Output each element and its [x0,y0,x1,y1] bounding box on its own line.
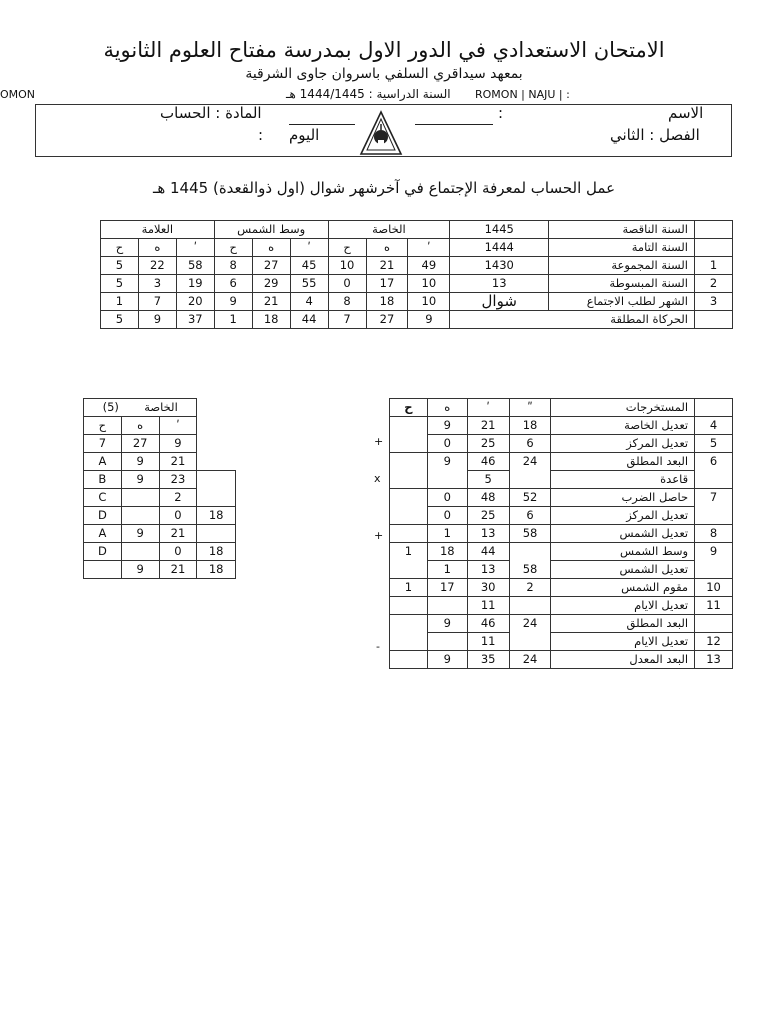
unit-header: ح [390,399,428,417]
table-row: C 2 [84,489,236,507]
summary-table [100,220,733,329]
row-number: 9 [695,543,733,561]
table-row: D 0 18 [84,543,236,561]
row-label: السنة المبسوطة [549,275,695,293]
unit-header: ʹ [408,239,450,257]
day-label: اليوم [289,126,320,144]
row-label: وسط الشمس [551,543,695,561]
table-row [84,417,236,435]
name-blank [415,124,493,125]
table-row: 9 35 24 البعد المعدل 13 [390,651,733,669]
year-cell: 13 [450,275,549,293]
row-label: السنة المجموعة [549,257,695,275]
row-number: 6 [695,453,733,471]
page-title: الامتحان الاستعدادي في الدور الاول بمدرسة مفتاح العلوم الثانوية [103,38,665,62]
row-label: تعديل المركز [551,435,695,453]
row-number [695,239,733,257]
header-khassah: الخاصة [328,221,450,239]
table-row: 5 9 37 1 18 44 7 27 9 الحركاة المطلقة [101,311,733,329]
row-label: تعديل المركز [551,507,695,525]
year-cell: 1445 [450,221,549,239]
khassah-table [83,398,236,579]
table-row: 9 46 24 البعد المطلق [390,615,733,633]
table-row: 9 21 18 [84,561,236,579]
table-row: 5 قاعدة [390,471,733,489]
table-row: 9 21 18 تعديل الخاصة 4 [390,417,733,435]
header-wasat: وسط الشمس [214,221,328,239]
times-operator: x [374,472,381,485]
table-row: 1 17 30 2 مقوم الشمس 10 [390,579,733,597]
unit-header: ʹ [290,239,328,257]
results-table [389,398,733,669]
table-row: 1 7 20 9 21 4 8 18 10 شوال الشهر لطلب الاجتماع 3 [101,293,733,311]
table-row [101,221,733,239]
unit-header: ه [427,399,467,417]
unit-header: ح [101,239,139,257]
table-row: 9 46 24 البعد المطلق 6 [390,453,733,471]
year-cell: 1444 [450,239,549,257]
row-label: الحركاة المطلقة [450,311,695,329]
table-row: 11 تعديل الايام 12 [390,633,733,651]
unit-header: ه [138,239,176,257]
table-row: 11 تعديل الايام 11 [390,597,733,615]
table-row: D 0 18 [84,507,236,525]
row-label: تعديل الشمس [551,561,695,579]
row-number: 5 [695,435,733,453]
calculation-heading: عمل الحساب لمعرفة الإجتماع في آخرشهر شوال (اول ذوالقعدة) 1445 هـ [152,179,616,197]
row-number: 13 [695,651,733,669]
year-cell: 1430 [450,257,549,275]
row-number [695,311,733,329]
table-row: 5 22 58 8 27 45 10 21 49 1430 السنة المجموعة 1 [101,257,733,275]
table-row: 1 13 58 تعديل الشمس [390,561,733,579]
minus-operator: - [376,640,380,653]
table-row: 5 3 19 6 29 55 0 17 10 13 السنة المبسوطة 2 [101,275,733,293]
khassah-number: (5) [102,400,119,414]
row-label: السنة الناقصة [549,221,695,239]
unit-header: ه [121,417,159,435]
left-code: OMON [0,88,36,101]
row-number: 4 [695,417,733,435]
row-number [695,221,733,239]
plus-operator: + [374,435,384,448]
row-label: السنة التامة [549,239,695,257]
row-label: تعديل الشمس [551,525,695,543]
row-label: البعد المطلق [551,615,695,633]
unit-header: ح [84,417,122,435]
row-label: تعديل الايام [551,597,695,615]
table-row [84,399,236,417]
unit-header: ح [214,239,252,257]
row-number: 11 [695,597,733,615]
table-row [101,239,733,257]
table-row: 0 48 52 حاصل الضرب 7 [390,489,733,507]
unit-header: ʹ [159,417,197,435]
row-label: البعد المطلق [551,453,695,471]
row-number: 3 [695,293,733,311]
table-row [390,399,733,417]
row-label: حاصل الضرب [551,489,695,507]
page-subtitle: بمعهد سيداقري السلفي باسروان جاوى الشرقية [245,66,523,82]
row-number: 10 [695,579,733,597]
row-label: البعد المعدل [551,651,695,669]
table-row: 7 27 9 [84,435,236,453]
row-label: تعديل الخاصة [551,417,695,435]
header-alamah: العلامة [101,221,215,239]
class-label: الفصل : الثاني [610,126,700,144]
row-number: 7 [695,489,733,507]
unit-header: ʹ [176,239,214,257]
unit-header: ʺ [509,399,551,417]
unit-header: ʹ [467,399,509,417]
results-header: المستخرجات [551,399,695,417]
khassah-title: الخاصة [144,400,178,414]
unit-header: ح [328,239,366,257]
day-colon: : [258,126,264,144]
unit-header: ه [366,239,408,257]
academic-year: السنة الدراسية : 1444/1445 هـ [286,87,451,101]
code-text: ROMON | NAJU | : [475,88,570,101]
table-row: 0 25 6 تعديل المركز [390,507,733,525]
subject-blank [289,124,355,125]
table-row: 1 13 58 تعديل الشمس 8 [390,525,733,543]
school-emblem-icon [359,110,403,156]
row-label: تعديل الايام [551,633,695,651]
row-label: قاعدة [551,471,695,489]
unit-header: ه [252,239,290,257]
table-row: 0 25 6 تعديل المركز 5 [390,435,733,453]
row-number: 1 [695,257,733,275]
row-label: الشهر لطلب الاجتماع [549,293,695,311]
name-label: الاسم [668,104,704,122]
month-cell: شوال [450,293,549,311]
row-number: 2 [695,275,733,293]
row-number: 8 [695,525,733,543]
table-row: A 9 21 [84,453,236,471]
subject-label: المادة : الحساب [160,104,262,122]
row-number: 12 [695,633,733,651]
row-label: مقوم الشمس [551,579,695,597]
name-colon: : [498,104,504,122]
table-row: A 9 21 [84,525,236,543]
plus-operator: + [374,529,384,542]
table-row: 1 18 44 وسط الشمس 9 [390,543,733,561]
table-row: B 9 23 [84,471,236,489]
